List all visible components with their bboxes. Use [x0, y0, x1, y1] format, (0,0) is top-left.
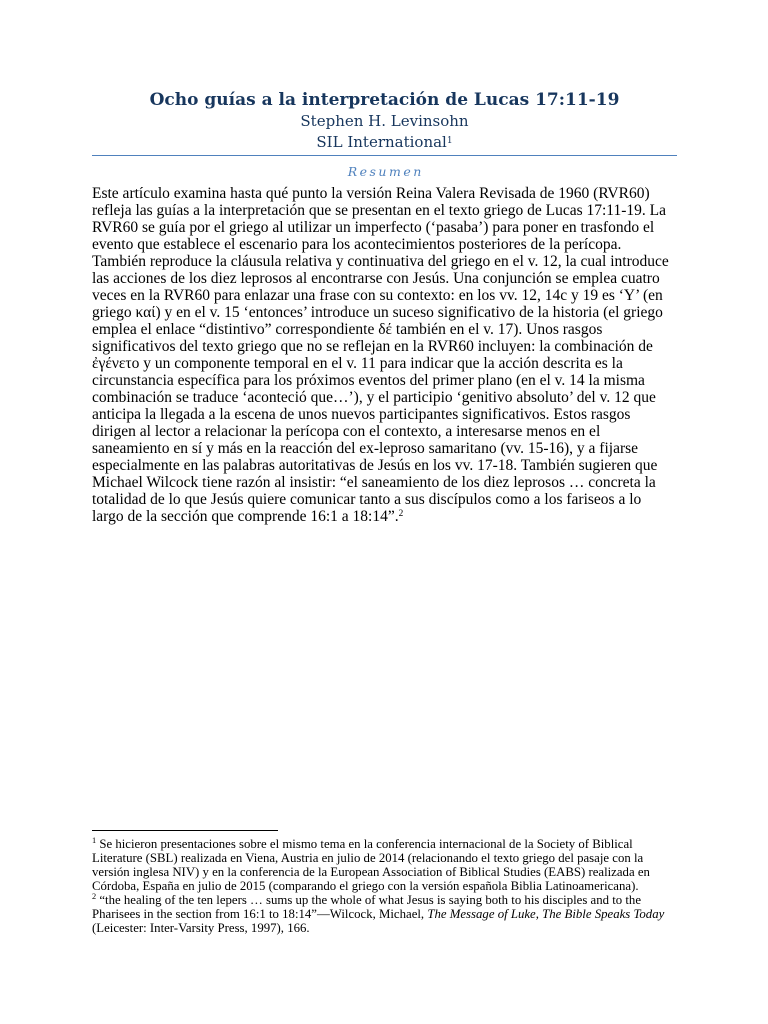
footnote-line: Literature (SBL) realizada en Viena, Austria en julio de 2014 (relacionando el texto griego del pasaje con la — [92, 851, 644, 865]
abstract-line: evento que establece el escenario para los acontecimientos posteriores de la perícopa. — [92, 236, 622, 253]
abstract-heading: Resumen — [347, 164, 424, 179]
affiliation-footnote-ref: 1 — [446, 135, 453, 146]
abstract-line: anticipa la llegada a la escena de unos nuevos participantes significativos. Estos rasgos — [92, 406, 631, 423]
abstract-line: emplea el enlace “distintivo” correspondiente δέ también en el v. 17). Unos rasgos — [92, 321, 603, 338]
abstract-line: dirigen al lector a relacionar la perícopa con el contexto, a interesarse menos en el — [92, 423, 601, 440]
affiliation-text: SIL International — [316, 133, 447, 151]
footnote-line: versión inglesa NIV) y en la conferencia de la European Association of Biblical Studies (EABS) realizada en — [92, 865, 650, 879]
abstract-line: Michael Wilcock tiene razón al insistir: “el saneamiento de los diez leprosos … concreta la — [92, 474, 656, 491]
footnote-line — [92, 907, 692, 921]
footnote-line — [92, 893, 692, 907]
footnote-text: Pharisees in the section from 16:1 to 18:14”—Wilcock, Michael, — [92, 907, 428, 921]
abstract-line: significativos del texto griego que no se reflejan en la RVR60 incluyen: la combinación de — [92, 338, 653, 355]
abstract-line: combinación se traduce ‘aconteció que…’), y el participio ‘genitivo absoluto’ del v. 12 que — [92, 389, 656, 406]
abstract-line: griego καί) y en el v. 15 ‘entonces’ introduce un suceso significativo de la historia (el griego — [92, 304, 663, 321]
abstract-footnote-ref: 2 — [398, 509, 404, 520]
book-title: The Message of Luke, The Bible Speaks Today — [427, 907, 665, 921]
footnote-line: Córdoba, España en julio de 2015 (comparando el griego con la versión española Biblia Latinoamericana). — [92, 879, 639, 893]
abstract-line: totalidad de lo que Jesús quiere comunicar tanto a sus discípulos como a los fariseos a lo — [92, 491, 642, 508]
page-title: Ocho guías a la interpretación de Lucas 17:11-19 — [149, 90, 620, 110]
footnote-2 — [92, 893, 692, 935]
footnote-1 — [92, 837, 692, 893]
abstract-line: refleja las guías a la interpretación que se presentan en el texto griego de Lucas 17:11-19. La — [92, 202, 666, 219]
footnote-line — [92, 837, 692, 851]
abstract-line: Este artículo examina hasta qué punto la versión Reina Valera Revisada de 1960 (RVR60) — [92, 185, 650, 202]
footnote-text: Se hicieron presentaciones sobre el mismo tema en la conferencia internacional de la Society of Biblical — [99, 837, 633, 851]
abstract-line: veces en la RVR60 para enlazar una frase con su contexto: en los vv. 12, 14c y 19 es ‘Y’ (en — [92, 287, 663, 304]
author-name: Stephen H. Levinsohn — [300, 112, 469, 130]
abstract-line: circunstancia específica para los próximos eventos del primer plano (en el v. 14 la misma — [92, 372, 645, 389]
abstract-line: ἐγένετο y un componente temporal en el v. 11 para indicar que la acción descrita es la — [92, 355, 623, 372]
footnote-mark: 1 — [92, 836, 97, 846]
abstract-last-line — [92, 508, 692, 525]
footnotes-section — [92, 837, 692, 935]
abstract-line: especialmente en las palabras autoritativas de Jesús en los vv. 17-18. También sugieren que — [92, 457, 658, 474]
abstract-line-text: largo de la sección que comprende 16:1 a 18:14”. — [92, 508, 399, 525]
footnote-line: (Leicester: Inter-Varsity Press, 1997), 166. — [92, 921, 310, 935]
affiliation — [92, 132, 677, 153]
abstract-line: También reproduce la cláusula relativa y continuativa del griego en el v. 12, la cual introduce — [92, 253, 669, 270]
footnote-text: “the healing of the ten lepers … sums up the whole of what Jesus is saying both to his disciples and to the — [99, 893, 642, 907]
abstract-line: saneamiento en sí y más en la reacción del ex-leproso samaritano (vv. 15-16), y a fijarse — [92, 440, 639, 457]
footnote-separator — [92, 830, 278, 831]
abstract-line: las acciones de los diez leprosos al encontrarse con Jesús. Una conjunción se emplea cuatro — [92, 270, 660, 287]
title-rule — [92, 155, 677, 156]
footnote-mark: 2 — [92, 892, 97, 902]
abstract-body — [92, 185, 692, 525]
abstract-line: RVR60 se guía por el griego al utilizar un imperfecto (‘pasaba’) para poner en trasfondo el — [92, 219, 655, 236]
